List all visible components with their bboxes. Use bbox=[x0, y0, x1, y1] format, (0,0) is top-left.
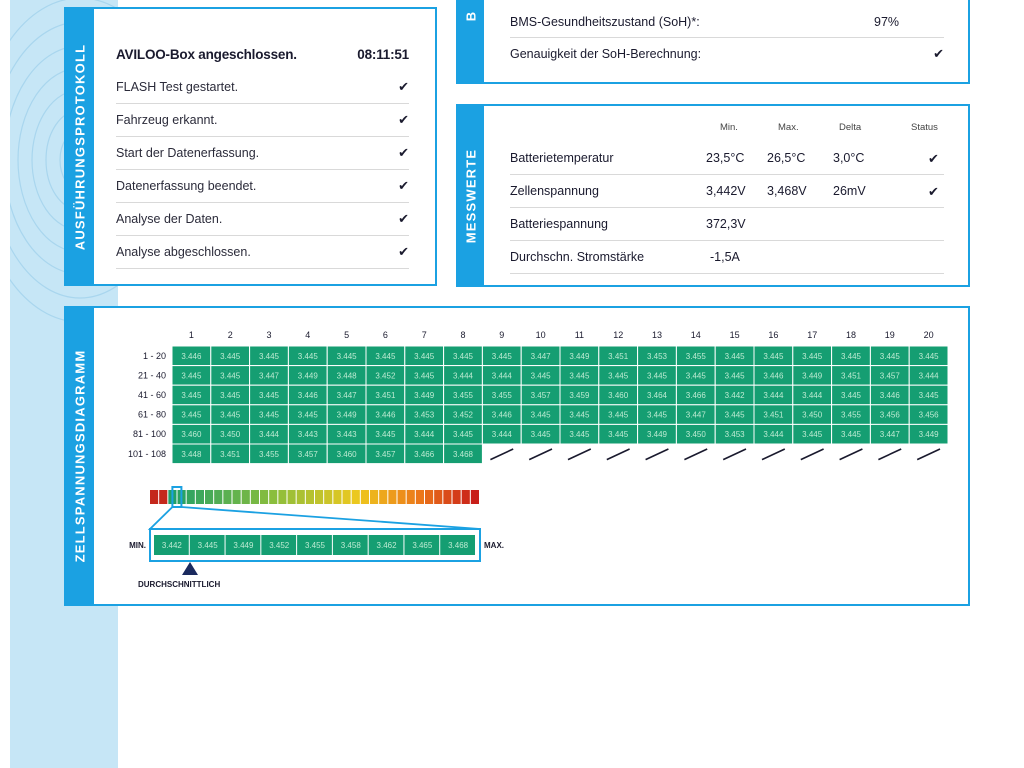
cell-voltage: 3.443 bbox=[297, 430, 318, 440]
cell-voltage: 3.445 bbox=[879, 351, 900, 361]
cell-voltage: 3.455 bbox=[685, 351, 706, 361]
cell-voltage: 3.456 bbox=[918, 410, 939, 420]
panel-tab-label: B bbox=[463, 10, 479, 22]
cell-voltage: 3.451 bbox=[608, 351, 629, 361]
empty-cell-dash bbox=[801, 449, 824, 460]
cell-voltage: 3.444 bbox=[491, 430, 512, 440]
cell-voltage: 3.445 bbox=[375, 430, 396, 440]
cell-voltage: 3.445 bbox=[918, 391, 939, 400]
scale-segment bbox=[278, 490, 286, 504]
cell-voltage: 3.447 bbox=[336, 391, 357, 400]
column-index: 18 bbox=[845, 330, 857, 340]
check-icon: ✔ bbox=[398, 112, 409, 127]
scale-segment bbox=[288, 490, 296, 504]
measurement-label: Zellenspannung bbox=[510, 184, 599, 198]
scale-value: 3.468 bbox=[448, 541, 469, 550]
scale-segment bbox=[416, 490, 424, 504]
scale-segment bbox=[214, 490, 222, 504]
cell-voltage: 3.445 bbox=[491, 351, 512, 361]
cell-voltage: 3.445 bbox=[569, 430, 590, 440]
cell-voltage: 3.466 bbox=[685, 391, 706, 400]
scale-segment bbox=[398, 490, 406, 504]
scale-segment bbox=[443, 490, 451, 504]
cell-voltage: 3.446 bbox=[763, 371, 784, 381]
cell-voltage: 3.446 bbox=[491, 410, 512, 420]
empty-cell-dash bbox=[723, 449, 746, 460]
measurement-min: -1,5A bbox=[710, 250, 740, 264]
scale-segment bbox=[315, 490, 323, 504]
column-index: 20 bbox=[923, 330, 934, 340]
cell-voltage: 3.452 bbox=[375, 371, 396, 381]
header-max: Max. bbox=[778, 122, 799, 133]
scale-segment bbox=[388, 490, 396, 504]
log-step-text: Analyse der Daten. bbox=[116, 212, 223, 226]
cell-voltage: 3.444 bbox=[452, 371, 474, 381]
empty-cell-dash bbox=[529, 449, 552, 460]
scale-segment bbox=[187, 490, 195, 504]
cell-voltage: 3.444 bbox=[802, 391, 823, 400]
scale-segment bbox=[251, 490, 259, 504]
cell-voltage: 3.449 bbox=[802, 371, 823, 381]
cell-voltage: 3.451 bbox=[375, 391, 396, 400]
panel-tab bbox=[458, 106, 484, 285]
cell-voltage: 3.445 bbox=[181, 391, 202, 400]
scale-value: 3.458 bbox=[340, 541, 361, 550]
column-index: 7 bbox=[421, 330, 427, 340]
log-step bbox=[116, 236, 409, 269]
column-index: 8 bbox=[460, 330, 466, 340]
cell-voltage: 3.450 bbox=[802, 410, 823, 420]
cell-voltage: 3.445 bbox=[724, 371, 745, 381]
cell-voltage: 3.445 bbox=[569, 371, 590, 381]
cell-voltage: 3.446 bbox=[375, 410, 396, 420]
scale-value: 3.462 bbox=[376, 541, 397, 550]
scale-segment bbox=[453, 490, 461, 504]
cell-voltage: 3.444 bbox=[763, 391, 784, 400]
cell-voltage: 3.445 bbox=[530, 430, 551, 440]
cell-voltage: 3.445 bbox=[646, 371, 668, 381]
measurement-label: Batterietemperatur bbox=[510, 151, 614, 165]
scale-value: 3.452 bbox=[269, 541, 290, 550]
log-step bbox=[116, 137, 409, 170]
measurement-min: 23,5°C bbox=[706, 151, 745, 165]
cell-voltage: 3.445 bbox=[452, 351, 474, 361]
panel-tab bbox=[66, 308, 94, 604]
zoom-connector bbox=[150, 507, 480, 529]
cell-voltage: 3.449 bbox=[569, 351, 590, 361]
cell-voltage: 3.445 bbox=[375, 351, 396, 361]
column-index: 2 bbox=[227, 330, 233, 340]
cell-voltage: 3.445 bbox=[802, 351, 823, 361]
cell-voltage-grid bbox=[96, 308, 966, 604]
column-index: 5 bbox=[344, 330, 350, 340]
log-step bbox=[116, 71, 409, 104]
cell-voltage: 3.445 bbox=[220, 351, 241, 361]
cell-voltage: 3.445 bbox=[414, 351, 435, 361]
header-status: Status bbox=[911, 122, 938, 133]
cell-voltage: 3.445 bbox=[258, 351, 280, 361]
cell-voltage: 3.460 bbox=[181, 430, 202, 440]
scale-segment bbox=[333, 490, 341, 504]
column-index: 10 bbox=[535, 330, 546, 340]
measurement-delta: 26mV bbox=[833, 184, 866, 198]
log-header-time: 08:11:51 bbox=[357, 47, 409, 62]
empty-cell-dash bbox=[607, 449, 630, 460]
check-icon: ✔ bbox=[928, 151, 939, 166]
cell-voltage: 3.456 bbox=[879, 410, 900, 420]
cell-voltage: 3.452 bbox=[452, 410, 474, 420]
column-index: 4 bbox=[305, 330, 311, 340]
cell-voltage: 3.445 bbox=[685, 371, 706, 381]
log-step-text: Analyse abgeschlossen. bbox=[116, 245, 251, 259]
scale-segment bbox=[159, 490, 167, 504]
panel-tab-label: MESSWERTE bbox=[463, 148, 479, 243]
cell-voltage: 3.445 bbox=[414, 371, 435, 381]
measurement-min: 3,442V bbox=[706, 184, 746, 198]
execution-protocol-panel bbox=[64, 7, 437, 286]
cell-voltage: 3.453 bbox=[414, 410, 435, 420]
empty-cell-dash bbox=[646, 449, 669, 460]
cell-voltage: 3.445 bbox=[724, 410, 745, 420]
cell-voltage: 3.445 bbox=[181, 371, 202, 381]
cell-voltage: 3.449 bbox=[918, 430, 939, 440]
cell-voltage: 3.445 bbox=[258, 391, 280, 400]
row-label: 81 - 100 bbox=[132, 429, 166, 440]
empty-cell-dash bbox=[684, 449, 707, 460]
scale-value: 3.465 bbox=[412, 541, 433, 550]
cell-voltage: 3.449 bbox=[336, 410, 357, 420]
cell-voltage: 3.445 bbox=[646, 410, 668, 420]
measurement-max: 26,5°C bbox=[767, 151, 806, 165]
measurement-label: Batteriespannung bbox=[510, 217, 608, 231]
cell-voltage: 3.445 bbox=[569, 410, 590, 420]
cell-voltage: 3.451 bbox=[763, 410, 784, 420]
log-header-text: AVILOO-Box angeschlossen. bbox=[116, 47, 297, 62]
measurement-row bbox=[510, 142, 944, 175]
check-icon: ✔ bbox=[398, 211, 409, 226]
cell-voltage: 3.445 bbox=[297, 351, 318, 361]
cell-voltage: 3.464 bbox=[646, 391, 668, 400]
cell-voltage: 3.443 bbox=[336, 430, 357, 440]
cell-voltage: 3.447 bbox=[258, 371, 280, 381]
cell-voltage: 3.450 bbox=[220, 430, 241, 440]
cell-voltage: 3.445 bbox=[220, 371, 241, 381]
cell-voltage: 3.448 bbox=[181, 449, 202, 459]
scale-value: 3.445 bbox=[197, 541, 218, 550]
column-index: 13 bbox=[651, 330, 663, 340]
column-index: 11 bbox=[574, 330, 585, 340]
panel-tab-label: ZELLSPANNUNGSDIAGRAMM bbox=[72, 349, 88, 563]
check-icon: ✔ bbox=[928, 184, 939, 199]
cell-voltage: 3.445 bbox=[530, 410, 551, 420]
row-label: 21 - 40 bbox=[137, 370, 166, 381]
row-label: 41 - 60 bbox=[137, 390, 166, 400]
empty-cell-dash bbox=[917, 449, 940, 460]
check-icon: ✔ bbox=[398, 244, 409, 259]
cell-voltage: 3.445 bbox=[608, 430, 629, 440]
cell-voltage: 3.445 bbox=[220, 391, 241, 400]
row-label: 1 - 20 bbox=[142, 350, 166, 361]
measurements-panel bbox=[456, 104, 970, 287]
cell-voltage: 3.466 bbox=[414, 449, 435, 459]
cell-voltage-diagram-panel bbox=[64, 306, 970, 606]
measurement-min: 372,3V bbox=[706, 217, 746, 231]
column-index: 9 bbox=[499, 330, 505, 340]
scale-max-label: MAX. bbox=[484, 541, 504, 550]
cell-voltage: 3.447 bbox=[530, 351, 551, 361]
check-icon: ✔ bbox=[398, 145, 409, 160]
cell-voltage: 3.444 bbox=[491, 371, 512, 381]
cell-voltage: 3.459 bbox=[569, 391, 590, 400]
column-index: 3 bbox=[266, 330, 272, 340]
cell-voltage: 3.445 bbox=[724, 351, 745, 361]
scale-segment bbox=[196, 490, 204, 504]
column-index: 14 bbox=[690, 330, 701, 340]
scale-average-label: DURCHSCHNITTLICH bbox=[138, 580, 221, 589]
measurement-row bbox=[510, 241, 944, 274]
cell-voltage: 3.455 bbox=[258, 449, 280, 459]
average-marker-icon bbox=[182, 562, 198, 575]
scale-segment bbox=[297, 490, 305, 504]
soh-value: 97% bbox=[874, 14, 900, 29]
cell-voltage: 3.468 bbox=[452, 449, 474, 459]
cell-voltage: 3.445 bbox=[802, 430, 823, 440]
row-label: 61 - 80 bbox=[137, 409, 166, 420]
measurement-row bbox=[510, 208, 944, 241]
scale-segment bbox=[242, 490, 250, 504]
check-icon: ✔ bbox=[398, 178, 409, 193]
scale-segment bbox=[205, 490, 213, 504]
cell-voltage: 3.457 bbox=[879, 371, 900, 381]
log-step-list bbox=[116, 71, 409, 269]
cell-voltage: 3.445 bbox=[840, 391, 862, 400]
cell-voltage: 3.449 bbox=[646, 430, 668, 440]
log-step-text: FLASH Test gestartet. bbox=[116, 80, 239, 94]
measurement-row bbox=[510, 175, 944, 208]
scale-segment bbox=[269, 490, 277, 504]
scale-value: 3.449 bbox=[233, 541, 254, 550]
log-step-text: Fahrzeug erkannt. bbox=[116, 113, 218, 127]
column-index: 17 bbox=[807, 330, 818, 340]
cell-voltage: 3.457 bbox=[375, 449, 396, 459]
column-index: 12 bbox=[613, 330, 624, 340]
cell-voltage: 3.445 bbox=[530, 371, 551, 381]
cell-voltage: 3.453 bbox=[646, 351, 668, 361]
log-step bbox=[116, 170, 409, 203]
cell-voltage: 3.445 bbox=[763, 351, 784, 361]
scale-segment bbox=[233, 490, 241, 504]
cell-voltage: 3.444 bbox=[414, 430, 435, 440]
cell-voltage: 3.446 bbox=[879, 391, 900, 400]
cell-voltage: 3.445 bbox=[258, 410, 280, 420]
scale-segment bbox=[324, 490, 332, 504]
battery-health-panel bbox=[456, 0, 970, 84]
cell-voltage: 3.446 bbox=[181, 351, 202, 361]
cell-voltage: 3.457 bbox=[297, 449, 318, 459]
log-step-text: Datenerfassung beendet. bbox=[116, 179, 257, 193]
panel-tab-label: AUSFÜHRUNGSPROTOKOLL bbox=[72, 43, 88, 250]
measurement-max: 3,468V bbox=[767, 184, 807, 198]
scale-segment bbox=[462, 490, 470, 504]
cell-voltage: 3.444 bbox=[258, 430, 280, 440]
empty-cell-dash bbox=[490, 449, 513, 460]
cell-voltage: 3.448 bbox=[336, 371, 357, 381]
column-index: 19 bbox=[884, 330, 895, 340]
cell-voltage: 3.449 bbox=[297, 371, 318, 381]
cell-voltage: 3.451 bbox=[220, 449, 241, 459]
panel-tab bbox=[458, 0, 484, 82]
cell-voltage: 3.445 bbox=[452, 430, 474, 440]
row-label: 101 - 108 bbox=[127, 448, 166, 459]
cell-voltage: 3.445 bbox=[181, 410, 202, 420]
cell-voltage: 3.445 bbox=[918, 351, 939, 361]
scale-segment bbox=[425, 490, 433, 504]
header-min: Min. bbox=[720, 122, 738, 133]
empty-cell-dash bbox=[762, 449, 785, 460]
scale-segment bbox=[434, 490, 442, 504]
cell-voltage: 3.447 bbox=[685, 410, 706, 420]
scale-segment bbox=[223, 490, 231, 504]
cell-voltage: 3.445 bbox=[608, 410, 629, 420]
scale-segment bbox=[306, 490, 314, 504]
column-index: 15 bbox=[729, 330, 740, 340]
cell-voltage: 3.442 bbox=[724, 391, 745, 400]
scale-segment bbox=[260, 490, 268, 504]
column-index: 6 bbox=[382, 330, 388, 340]
scale-segment bbox=[361, 490, 369, 504]
log-header bbox=[116, 47, 409, 62]
cell-voltage: 3.453 bbox=[724, 430, 745, 440]
panel-tab bbox=[66, 9, 94, 284]
cell-voltage: 3.450 bbox=[685, 430, 706, 440]
cell-voltage: 3.455 bbox=[452, 391, 474, 400]
cell-voltage: 3.457 bbox=[530, 391, 551, 400]
cell-voltage: 3.446 bbox=[297, 391, 318, 400]
measurement-label: Durchschn. Stromstärke bbox=[510, 250, 645, 264]
scale-min-label: MIN. bbox=[129, 541, 146, 550]
scale-segment bbox=[150, 490, 158, 504]
scale-segment bbox=[352, 490, 360, 504]
scale-value: 3.442 bbox=[161, 541, 182, 550]
soh-row bbox=[510, 6, 944, 38]
column-index: 16 bbox=[768, 330, 779, 340]
empty-cell-dash bbox=[840, 449, 863, 460]
cell-voltage: 3.447 bbox=[879, 430, 900, 440]
cell-voltage: 3.455 bbox=[491, 391, 512, 400]
log-step bbox=[116, 104, 409, 137]
cell-voltage: 3.460 bbox=[336, 449, 357, 459]
cell-voltage: 3.449 bbox=[414, 391, 435, 400]
check-icon: ✔ bbox=[933, 46, 944, 61]
cell-voltage: 3.444 bbox=[918, 371, 939, 381]
log-step bbox=[116, 203, 409, 236]
cell-voltage: 3.445 bbox=[840, 351, 862, 361]
cell-voltage: 3.444 bbox=[763, 430, 784, 440]
measurement-delta: 3,0°C bbox=[833, 151, 865, 165]
scale-segment bbox=[407, 490, 415, 504]
cell-voltage: 3.445 bbox=[840, 430, 862, 440]
cell-voltage: 3.445 bbox=[608, 371, 629, 381]
cell-voltage: 3.460 bbox=[608, 391, 629, 400]
scale-value: 3.455 bbox=[304, 541, 326, 550]
empty-cell-dash bbox=[568, 449, 591, 460]
soh-label: Genauigkeit der SoH-Berechnung: bbox=[510, 47, 702, 61]
scale-segment bbox=[379, 490, 387, 504]
check-icon: ✔ bbox=[398, 79, 409, 94]
log-step-text: Start der Datenerfassung. bbox=[116, 146, 260, 160]
cell-voltage: 3.445 bbox=[220, 410, 241, 420]
soh-label: BMS-Gesundheitszustand (SoH)*: bbox=[510, 14, 700, 29]
empty-cell-dash bbox=[878, 449, 901, 460]
scale-segment bbox=[370, 490, 378, 504]
soh-accuracy-row bbox=[510, 38, 944, 70]
cell-voltage: 3.451 bbox=[840, 371, 862, 381]
cell-voltage: 3.445 bbox=[297, 410, 318, 420]
cell-voltage: 3.445 bbox=[336, 351, 357, 361]
scale-segment bbox=[471, 490, 479, 504]
cell-voltage: 3.455 bbox=[840, 410, 862, 420]
header-delta: Delta bbox=[839, 122, 862, 133]
scale-segment bbox=[343, 490, 351, 504]
column-index: 1 bbox=[188, 330, 194, 340]
